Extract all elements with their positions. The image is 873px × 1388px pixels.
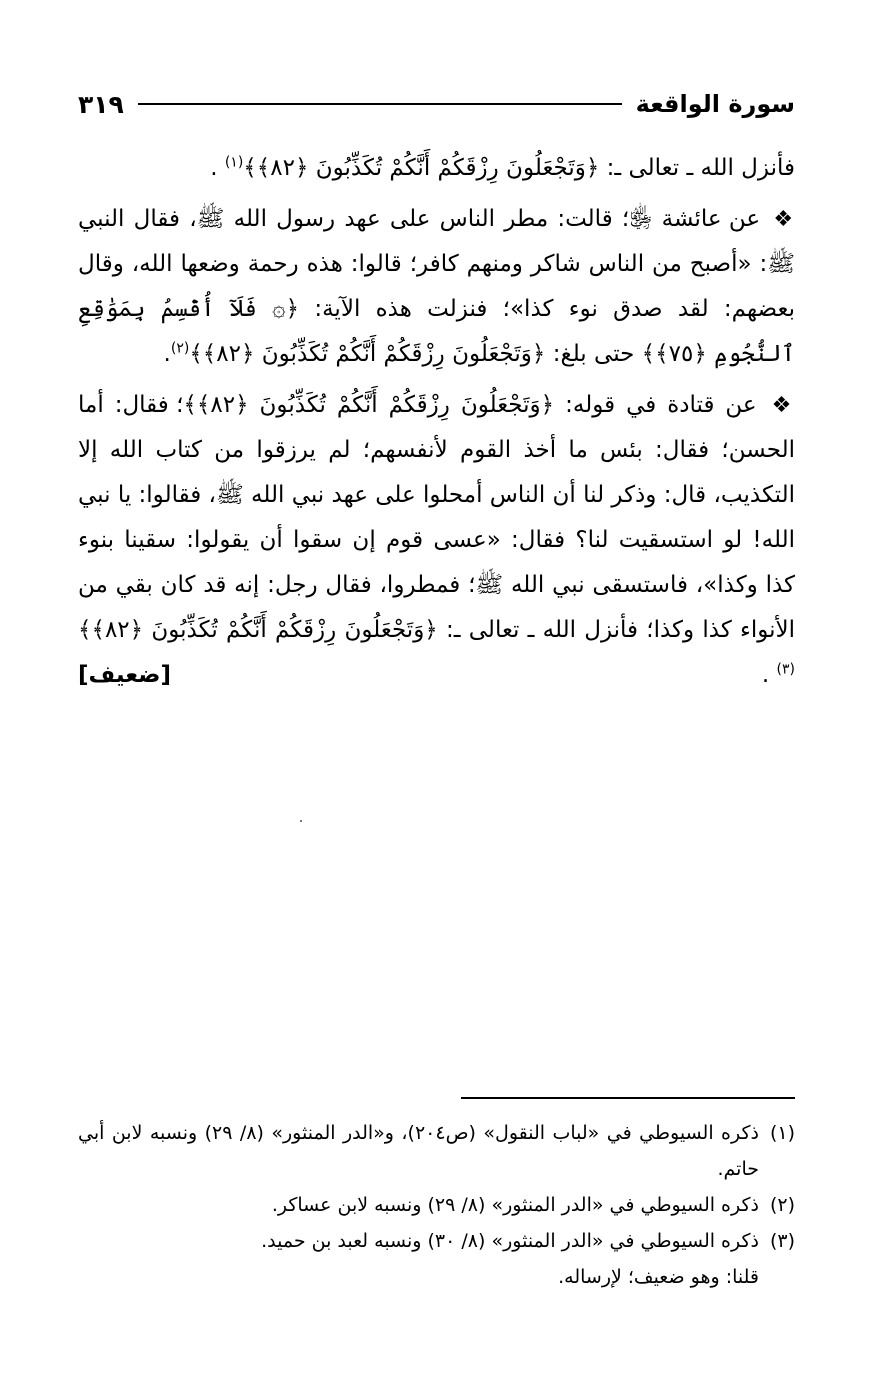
paragraph-text: حتى بلغ: <box>545 341 642 367</box>
page-number: ٣١٩ <box>78 89 124 119</box>
footnote-ref[interactable]: (٣) <box>776 661 795 678</box>
grade-label: [ضعيف] <box>78 662 172 688</box>
footnote-item <box>78 1223 795 1259</box>
footnote-item <box>78 1115 795 1187</box>
paragraph-intro <box>78 146 795 191</box>
footnote-ref[interactable]: (٢) <box>170 340 190 357</box>
quran-verse: ﴿وَتَجْعَلُونَ رِزْقَكُمْ أَنَّكُمْ تُكَذِّبُونَ ﴿٨٢﴾﴾ <box>78 617 438 643</box>
paragraph-text: عن قتادة في قوله: <box>554 392 757 418</box>
quran-verse: ﴿۞ فَلَآ أُقْسِمُ بِمَوَٰقِعِ ٱلنُّجُومِ ﴿٧٥﴾﴾ <box>78 296 795 367</box>
paragraph-qatada <box>78 383 795 698</box>
footnotes <box>78 1115 795 1295</box>
quran-verse: ﴿وَتَجْعَلُونَ رِزْقَكُمْ أَنَّكُمْ تُكَذِّبُونَ ﴿٨٢﴾﴾ <box>189 341 546 367</box>
paragraph-text: ؛ فقال: أما الحسن؛ فقال: بئس ما أخذ القوم لأنفسهم؛ لم يرزقوا من كتاب الله إلا التكذيب، قال: وذكر لنا أن الناس أمحلوا على عهد نبي الله ﷺ، فقالوا: يا نبي الله! لو استسقيت لنا؟ فقال: «عسى قوم إن سقوا أن يقولوا: سقينا بنوء كذا وكذا»، فاستسقى نبي الله ﷺ؛ فمطروا، فقال رجل: إنه قد كان بقي من الأنواء كذا وكذا؛ فأنزل الله ـ تعالى ـ: <box>78 392 795 643</box>
paragraph-end: . <box>210 155 225 181</box>
footnote-number: (٣) <box>769 1230 795 1252</box>
footnote-text: ذكره السيوطي في «لباب النقول» (ص٢٠٤)، و«الدر المنثور» (٨/ ٢٩) ونسبه لابن أبي حاتم. <box>78 1122 759 1180</box>
paragraph-text: عن عائشة ﵂؛ قالت: مطر الناس على عهد رسول الله ﷺ، فقال النبي ﷺ: «أصبح من الناس شاكر ومنهم كافر؛ قالوا: هذه رحمة وضعها الله، وقال بعضهم: لقد صدق نوء كذا»؛ فنزلت هذه الآية: <box>78 206 795 322</box>
footnote-number: (١) <box>769 1122 795 1144</box>
footnote-text: ذكره السيوطي في «الدر المنثور» (٨/ ٣٠) ونسبه لعبد بن حميد. <box>261 1230 759 1252</box>
quran-verse: ﴿وَتَجْعَلُونَ رِزْقَكُمْ أَنَّكُمْ تُكَذِّبُونَ ﴿٨٢﴾﴾ <box>183 392 555 418</box>
bullet-icon: ❖ <box>773 207 795 232</box>
footnote-number: (٢) <box>769 1194 795 1216</box>
header-rule <box>138 103 622 105</box>
paragraph-aisha <box>78 197 795 377</box>
main-text <box>78 146 795 704</box>
footnote-rule <box>461 1097 795 1099</box>
paragraph-text: فأنزل الله ـ تعالى ـ: <box>599 155 795 181</box>
running-header <box>78 84 795 124</box>
footnote-item <box>78 1187 795 1223</box>
paragraph-end: . <box>761 662 777 688</box>
footnote-note: قلنا: وهو ضعيف؛ لإرساله. <box>558 1266 759 1288</box>
quran-verse: ﴿وَتَجْعَلُونَ رِزْقَكُمْ أَنَّكُمْ تُكَذِّبُونَ ﴿٨٢﴾﴾ <box>243 155 600 181</box>
print-speck <box>300 820 302 822</box>
footnote-ref[interactable]: (١) <box>224 154 244 171</box>
surah-title: سورة الواقعة <box>635 90 795 118</box>
footnote-text: ذكره السيوطي في «الدر المنثور» (٨/ ٢٩) ونسبه لابن عساكر. <box>271 1194 759 1216</box>
paragraph-end: . <box>163 341 171 367</box>
bullet-icon: ❖ <box>771 393 796 418</box>
